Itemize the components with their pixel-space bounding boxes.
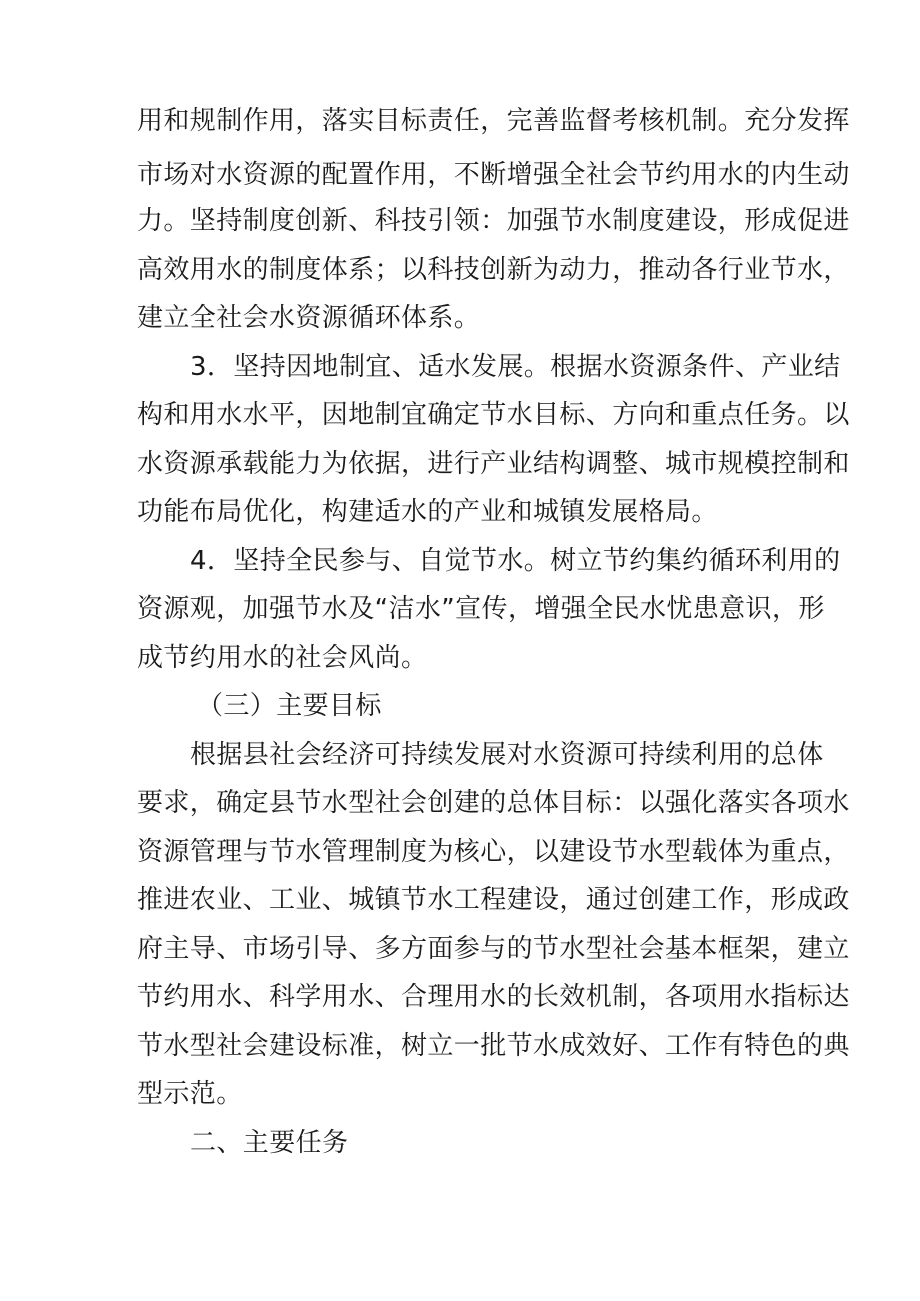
text-line: 3．坚持因地制宜、适水发展。根据水资源条件、产业结 bbox=[190, 352, 841, 382]
text-line: 成节约用水的社会风尚。 bbox=[137, 643, 428, 673]
text-line: 资源管理与节水管理制度为核心，以建设节水型载体为重点， bbox=[137, 837, 850, 867]
text-line: 4．坚持全民参与、自觉节水。树立节约集约循环利用的 bbox=[190, 546, 841, 576]
text-line: 水资源承载能力为依据，进行产业结构调整、城市规模控制和 bbox=[137, 449, 850, 479]
text-line: 高效用水的制度体系；以科技创新为动力，推动各行业节水， bbox=[137, 255, 850, 285]
text-line: 用和规制作用，落实目标责任，完善监督考核机制。充分发挥 bbox=[137, 106, 850, 136]
text-line: 根据县社会经济可持续发展对水资源可持续利用的总体 bbox=[190, 740, 824, 770]
text-line: 节水型社会建设标准，树立一批节水成效好、工作有特色的典 bbox=[137, 1031, 850, 1061]
text-line: 构和用水水平，因地制宜确定节水目标、方向和重点任务。以 bbox=[137, 400, 850, 430]
text-line: 府主导、市场引导、多方面参与的节水型社会基本框架，建立 bbox=[137, 934, 850, 964]
text-line: 市场对水资源的配置作用，不断增强全社会节约用水的内生动 bbox=[137, 160, 850, 190]
text-line: 型示范。 bbox=[137, 1079, 243, 1109]
text-line: 要求，确定县节水型社会创建的总体目标：以强化落实各项水 bbox=[137, 788, 850, 818]
text-line: 力。坚持制度创新、科技引领：加强节水制度建设，形成促进 bbox=[137, 206, 850, 236]
text-line: 推进农业、工业、城镇节水工程建设，通过创建工作，形成政 bbox=[137, 885, 850, 915]
text-line: 建立全社会水资源循环体系。 bbox=[137, 303, 481, 333]
text-line: 资源观，加强节水及“洁水”宣传，增强全民水忧患意识，形 bbox=[137, 594, 825, 624]
section-heading-main-tasks: 二、主要任务 bbox=[190, 1128, 349, 1158]
text-line: 节约用水、科学用水、合理用水的长效机制，各项用水指标达 bbox=[137, 982, 850, 1012]
text-line: 功能布局优化，构建适水的产业和城镇发展格局。 bbox=[137, 497, 718, 527]
section-heading-main-goals: （三）主要目标 bbox=[197, 691, 382, 721]
